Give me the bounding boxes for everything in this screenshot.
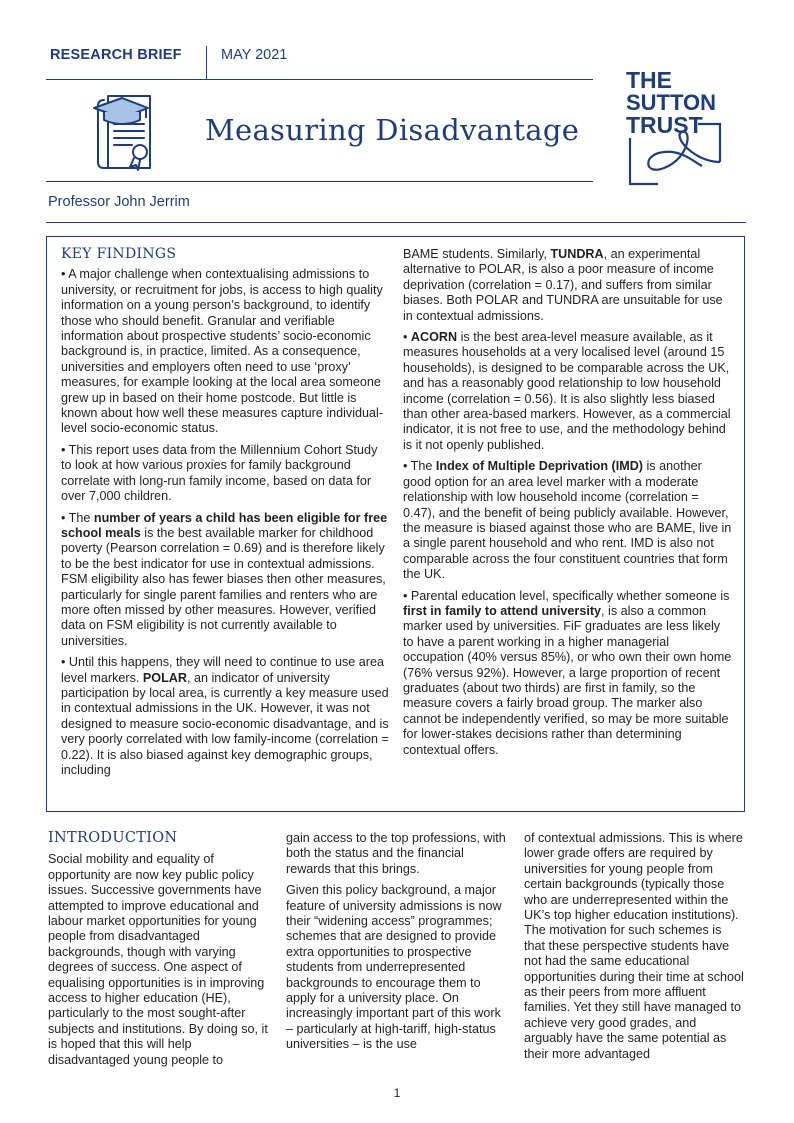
- finding-paragraph: • The number of years a child has been eligible for free school meals is the best available marker for childhood poverty (Pearson correlation = 0.69) and is therefore likely to be the best indicator for use in contextual admissions. FSM eligibility also has fewer biases then other measures, particularly for single parent families and renters who are more often missed by other measures. However, verified data on FSM eligibility is not currently available to universities.: [61, 510, 388, 648]
- introduction-column-3: [524, 831, 744, 1068]
- logo-word-trust: TRUST: [626, 112, 703, 138]
- introduction-column-2: [286, 831, 506, 1059]
- finding-paragraph: • The Index of Multiple Deprivation (IMD) is another good option for an area level marker with a moderate relationship with low household income (correlation = 0.47), and the benefit of being publicly available. However, the measure is biased against those who are BAME, live in a single parent household and who rent. IMD is also not comparable across the four constituent countries that form the UK.: [403, 459, 732, 582]
- author-rule: [46, 222, 746, 223]
- finding-paragraph-polar-part1: • Until this happens, they will need to continue to use area level markers. POLAR, an indicator of university participation by local area, is currently a key measure used in contextual admissions in the UK. However, it was not designed to measure socio-economic disadvantage, and is very poorly correlated with low family-income (correlation = 0.22). It is also biased against key demographic groups, including: [61, 655, 389, 777]
- key-findings-column-right: [403, 247, 733, 764]
- finding-paragraph: • A major challenge when contextualising admissions to university, or recruitment for jobs, is access to high quality information on a young person’s background, to identify those who should benefit. Granular and verifiable information about prospective students’ socio-economic background is, in practice, limited. As a consequence, universities and employers often need to use ‘proxy’ measures, for example looking at the local area someone grew up in based on their home postcode. But little is known about how well these measures capture individual-level socio-economic status.: [61, 267, 384, 436]
- finding-paragraph: • ACORN is the best area-level measure available, as it measures households at a very localised level (around 15 households), is designed to be comparable across the UK, and has a reasonably good relationship to low household income (correlation = 0.56). It is also slightly less biased than other area-based markers. However, as a commercial indicator, it is not free to use, and the methodology behind is it not openly published.: [403, 330, 731, 452]
- finding-paragraph: • Parental education level, specifically whether someone is first in family to attend university, is also a common marker used by universities. FiF graduates are less likely to have a parent working in a higher managerial occupation (40% versus 85%), or who own their own home (76% versus 92%). However, a large proportion of recent graduates (about two thirds) are first in family, so the measure covers a fairly broad group. The marker also cannot be independently verified, so may be more suitable for lower-stakes decisions rather than determining contextual offers.: [403, 588, 732, 757]
- header-rule-top: [46, 79, 593, 80]
- brief-type-label: RESEARCH BRIEF: [50, 47, 182, 63]
- sutton-trust-logo: [624, 66, 724, 186]
- finding-paragraph: • This report uses data from the Millennium Cohort Study to look at how various proxies for family background correlate with long-run family income, based on data for over 7,000 children.: [61, 442, 378, 504]
- body-paragraph: Social mobility and equality of opportunity are now key public policy issues. Successive governments have attempted to improve educational and labour market opportunities for young people from disadvantaged backgrounds, though with varying degrees of success. One aspect of equalising opportunities is in improving access to higher education (HE), particularly to the most sought-after subjects and institutions. By doing so, it is hoped that this will help disadvantaged young people to: [48, 852, 268, 1067]
- finding-paragraph-polar-part2: BAME students. Similarly, TUNDRA, an experimental alternative to POLAR, is also a poor measure of income deprivation (correlation = 0.17), and suffers from similar biases. Both POLAR and TUNDRA are unsuitable for use in contextual admissions.: [403, 247, 723, 323]
- brief-date: MAY 2021: [221, 47, 288, 63]
- body-paragraph: gain access to the top professions, with both the status and the financial rewards that this brings.: [286, 831, 506, 876]
- header-rule-bottom: [46, 181, 593, 182]
- logo-word-the: THE: [626, 67, 672, 93]
- key-findings-heading: KEY FINDINGS: [61, 246, 177, 262]
- introduction-heading: INTRODUCTION: [48, 830, 178, 846]
- body-paragraph: of contextual admissions. This is where lower grade offers are required by universities for young people from certain backgrounds (typically those who are underrepresented within the UK’s top higher education institutions). The motivation for such schemes is that these perspective students have not had the same educational opportunities during their time at school as their peers from more affluent families. Yet they still have managed to achieve very good grades, and arguably have the same potential as their more advantaged: [524, 831, 744, 1061]
- key-findings-column-left: [61, 247, 391, 784]
- introduction-column-1: [48, 831, 268, 1074]
- header-separator: [206, 46, 207, 80]
- page-number: 1: [393, 1086, 401, 1100]
- logo-word-sutton: SUTTON: [626, 90, 716, 115]
- key-findings-box: [46, 236, 745, 812]
- body-paragraph: Given this policy background, a major feature of university admissions is now their “widening access” programmes; schemes that are designed to provide extra opportunities to prospective students from underrepresented backgrounds to encourage them to apply for a university place. On increasingly important part of this work – particularly at high-tariff, high-status universities – is the use: [286, 883, 502, 1052]
- page-title: Measuring Disadvantage: [205, 113, 580, 147]
- research-document-icon: [88, 88, 172, 172]
- author-name: Professor John Jerrim: [48, 194, 190, 210]
